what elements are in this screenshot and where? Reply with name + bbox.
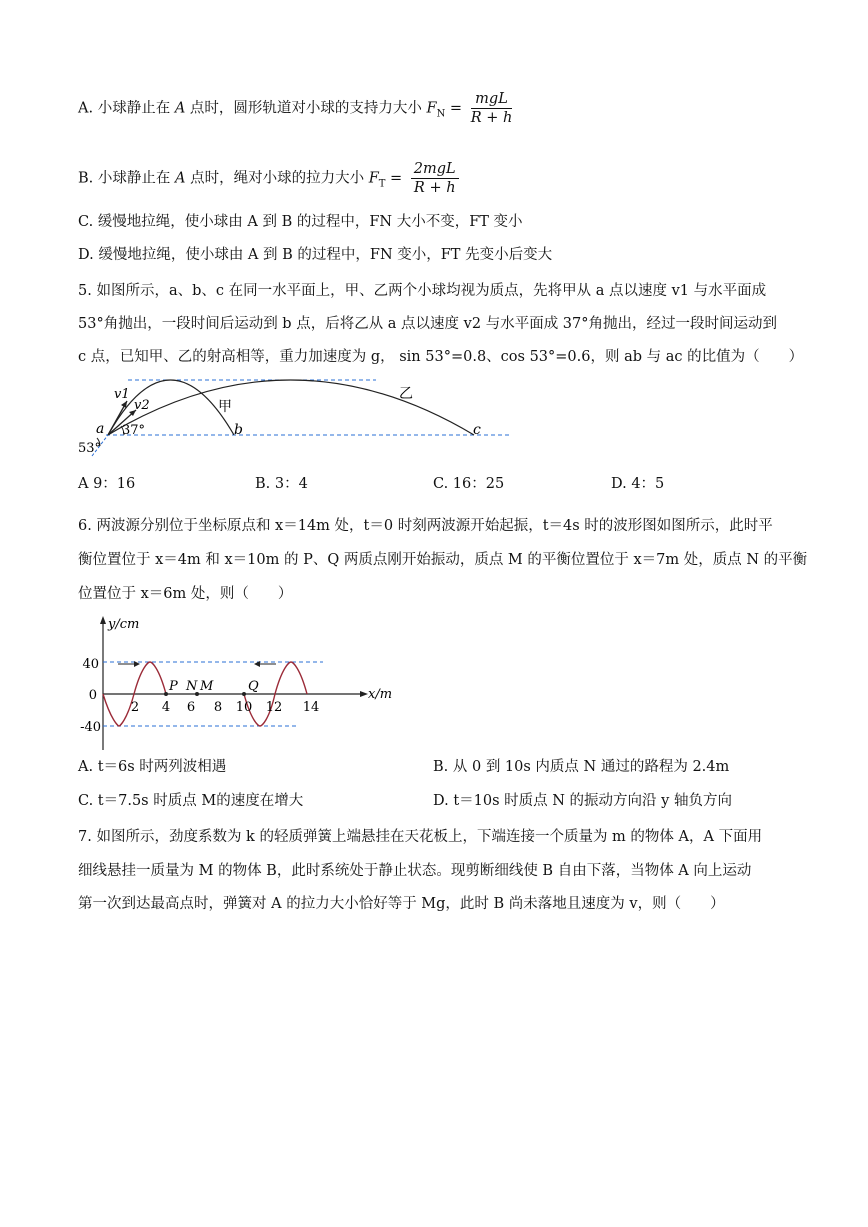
y-tick-0: 0 bbox=[88, 688, 97, 703]
q5-projectile-figure bbox=[78, 368, 528, 460]
q6-wave-figure bbox=[78, 612, 408, 752]
label-v1: v1 bbox=[114, 387, 130, 402]
q4-option-b: B. 小球静止在 A 点时，绳对小球的拉力大小 $F_T$ = $\frac{\text{2mgL}}{R + h}$ bbox=[78, 160, 459, 197]
q5-stem-line1: 5. 如图所示，a、b、c 在同一水平面上，甲、乙两个小球均视为质点，先将甲从 a 点以速度 v1 与水平面成 bbox=[78, 283, 767, 299]
label-P: P bbox=[169, 679, 178, 694]
q7-stem-line3: 第一次到达最高点时，弹簧对 A 的拉力大小恰好等于 Mg，此时 B 尚未落地且速度为 v，则（ ） bbox=[78, 896, 725, 912]
q6-option-a: A. t＝6s 时两列波相遇 bbox=[78, 759, 227, 775]
label-37: 37° bbox=[122, 423, 146, 438]
q4-option-d: D. 缓慢地拉绳，使小球由 A 到 B 的过程中，FN 变小，FT 先变小后变大 bbox=[78, 247, 553, 263]
label-jia: 甲 bbox=[218, 399, 232, 415]
label-53: 53° bbox=[78, 441, 102, 456]
q6-stem-line1: 6. 两波源分别位于坐标原点和 x＝14m 处，t＝0 时刻两波源开始起振，t＝4s 时的波形图如图所示，此时平 bbox=[78, 518, 773, 534]
x-tick-12: 12 bbox=[265, 700, 283, 715]
q6-stem-line2: 衡位置位于 x＝4m 和 x＝10m 的 P、Q 两质点刚开始振动，质点 M 的平衡位置位于 x＝7m 处，质点 N 的平衡 bbox=[78, 552, 808, 568]
label-c: c bbox=[473, 422, 481, 438]
label-N: N bbox=[186, 679, 198, 694]
fraction: $\frac{\text{mgL}}{R + h}$ bbox=[470, 91, 513, 126]
fraction: $\frac{\text{2mgL}}{R + h}$ bbox=[411, 160, 459, 197]
y-tick-40: 40 bbox=[82, 657, 99, 672]
q5-option-d: D. 4：5 bbox=[611, 476, 665, 492]
q6-option-b: B. 从 0 到 10s 内质点 N 通过的路程为 2.4m bbox=[433, 759, 730, 775]
label-v2: v2 bbox=[134, 398, 150, 413]
label-M: M bbox=[200, 679, 214, 694]
x-tick-10: 10 bbox=[235, 700, 253, 715]
label-b: b bbox=[234, 422, 243, 438]
x-tick-2: 2 bbox=[130, 700, 140, 715]
q7-stem-line2: 细线悬挂一质量为 M 的物体 B，此时系统处于静止状态。现剪断细线使 B 自由下落，当物体 A 向上运动 bbox=[78, 863, 752, 879]
q5-stem-line3: c 点，已知甲、乙的射高相等，重力加速度为 g， sin 53°=0.8、cos 53°=0.6，则 ab 与 ac 的比值为（ ） bbox=[78, 349, 804, 365]
y-tick-neg40: -40 bbox=[80, 720, 101, 735]
q5-stem-line2: 53°角抛出，一段时间后运动到 b 点，后将乙从 a 点以速度 v2 与水平面成 37°角抛出，经过一段时间运动到 bbox=[78, 316, 778, 332]
x-tick-8: 8 bbox=[213, 700, 223, 715]
q5-option-b: B. 3：4 bbox=[255, 476, 308, 492]
q5-option-a: A 9：16 bbox=[78, 476, 136, 492]
label-yi: 乙 bbox=[399, 386, 413, 402]
q6-stem-line3: 位置位于 x＝6m 处，则（ ） bbox=[78, 586, 293, 602]
q6-option-d: D. t＝10s 时质点 N 的振动方向沿 y 轴负方向 bbox=[433, 793, 732, 809]
x-tick-4: 4 bbox=[161, 700, 171, 715]
q4-option-a: A. 小球静止在 A 点时，圆形轨道对小球的支持力大小 $F_N$ = $\frac{\text{mgL}}{R + h}$ bbox=[78, 91, 513, 126]
x-tick-14: 14 bbox=[302, 700, 320, 715]
q6-option-c: C. t＝7.5s 时质点 M的速度在增大 bbox=[78, 793, 304, 809]
q4-option-c: C. 缓慢地拉绳，使小球由 A 到 B 的过程中，FN 大小不变，FT 变小 bbox=[78, 214, 523, 230]
label-a: a bbox=[96, 421, 105, 437]
x-tick-6: 6 bbox=[186, 700, 196, 715]
x-axis-label: x/m bbox=[368, 687, 393, 702]
label-Q: Q bbox=[248, 679, 259, 694]
y-axis-label: y/cm bbox=[108, 617, 140, 632]
trajectory-yi bbox=[108, 380, 474, 435]
q5-option-c: C. 16：25 bbox=[433, 476, 505, 492]
q7-stem-line1: 7. 如图所示，劲度系数为 k 的轻质弹簧上端悬挂在天花板上，下端连接一个质量为 m 的物体 A，A 下面用 bbox=[78, 829, 763, 845]
